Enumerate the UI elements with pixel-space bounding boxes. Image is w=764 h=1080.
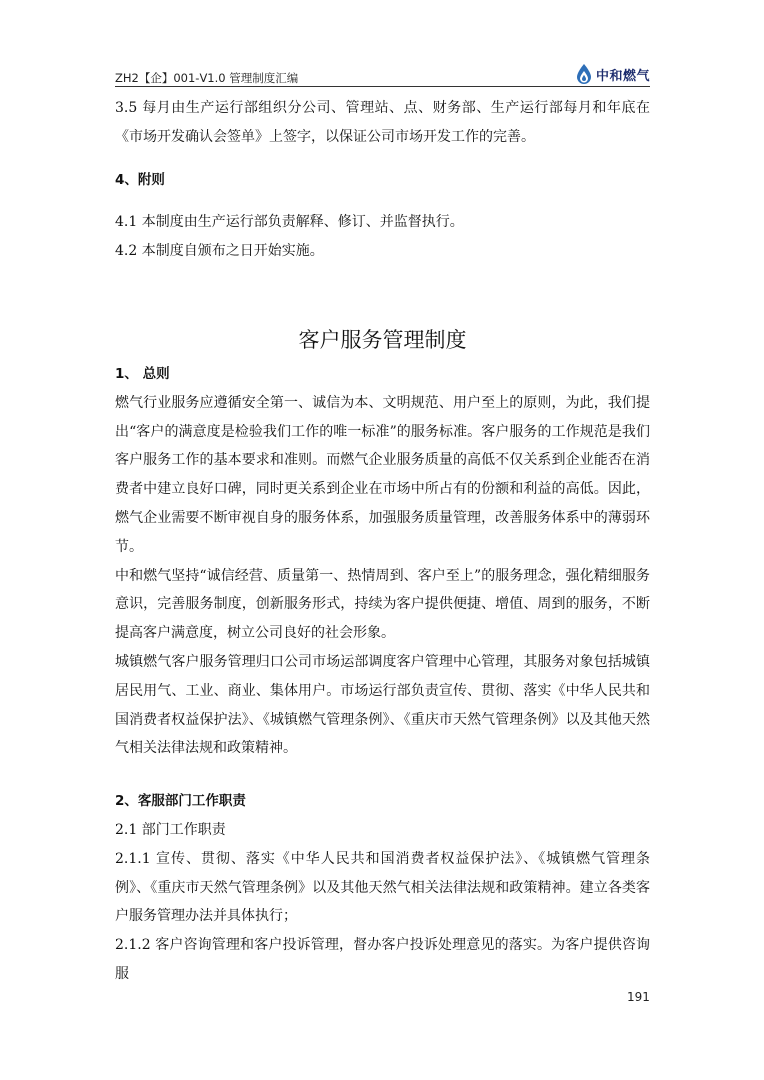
document-body — [115, 94, 650, 989]
logo-wordmark: 中和燃气 — [595, 68, 650, 84]
header-divider — [115, 86, 650, 87]
section-1-paragraph-1: 燃气行业服务应遵循安全第一、诚信为本、文明规范、用户至上的原则，为此，我们提出“客户的满意度是检验我们工作的唯一标准”的服务标准。客户服务的工作规范是我们客户服务工作的基本要求和准则。而燃气企业服务质量的高低不仅关系到企业能否在消费者中建立良好口碑，同时更关系到企业在市场中所占有的份额和利益的高低。因此，燃气企业需要不断审视自身的服务体系，加强服务质量管理，改善服务体系中的薄弱环节。 — [115, 394, 650, 555]
page-number: 191 — [627, 990, 650, 1004]
paragraph-3-5: 3.5 每月由生产运行部组织分公司、管理站、点、财务部、生产运行部每月和年底在《市场开发确认会签单》上签字，以保证公司市场开发工作的完善。 — [115, 100, 650, 145]
section-4-heading: 4、附则 — [115, 171, 165, 188]
company-logo — [575, 62, 650, 86]
section-2-heading: 2、客服部门工作职责 — [115, 793, 246, 810]
paragraph-2-1-1: 2.1.1 宣传、贯彻、落实《中华人民共和国消费者权益保护法》、《城镇燃气管理条例》、《重庆市天然气管理条例》以及其他天然气相关法律法规和政策精神。建立各类客户服务管理办法并具体执行； — [115, 850, 650, 925]
paragraph-2-1: 2.1 部门工作职责 — [115, 821, 226, 838]
paragraph-2-1-2: 2.1.2 客户咨询管理和客户投诉管理，督办客户投诉处理意见的落实。为客户提供咨询服 — [115, 937, 650, 982]
paragraph-4-1: 4.1 本制度由生产运行部负责解释、修订、并监督执行。 — [115, 214, 464, 231]
document-title: 客户服务管理制度 — [298, 327, 467, 352]
section-1-paragraph-2: 中和燃气坚持“诚信经营、质量第一、热情周到、客户至上”的服务理念，强化精细服务意识，完善服务制度，创新服务形式，持续为客户提供便捷、增值、周到的服务，不断提高客户满意度，树立公司良好的社会形象。 — [115, 567, 650, 642]
section-1-paragraph-3: 城镇燃气客户服务管理归口公司市场运部调度客户管理中心管理，其服务对象包括城镇居民用气、工业、商业、集体用户。市场运行部负责宣传、贯彻、落实《中华人民共和国消费者权益保护法》、《城镇燃气管理条例》、《重庆市天然气管理条例》以及其他天然气相关法律法规和政策精神。 — [115, 653, 650, 757]
flame-drop-icon — [575, 63, 593, 85]
page-header — [115, 62, 650, 86]
paragraph-4-2: 4.2 本制度自颁布之日开始实施。 — [115, 243, 324, 260]
section-1-heading: 1、 总则 — [115, 365, 170, 382]
header-doc-code: ZH2【企】001-V1.0 管理制度汇编 — [115, 71, 299, 85]
